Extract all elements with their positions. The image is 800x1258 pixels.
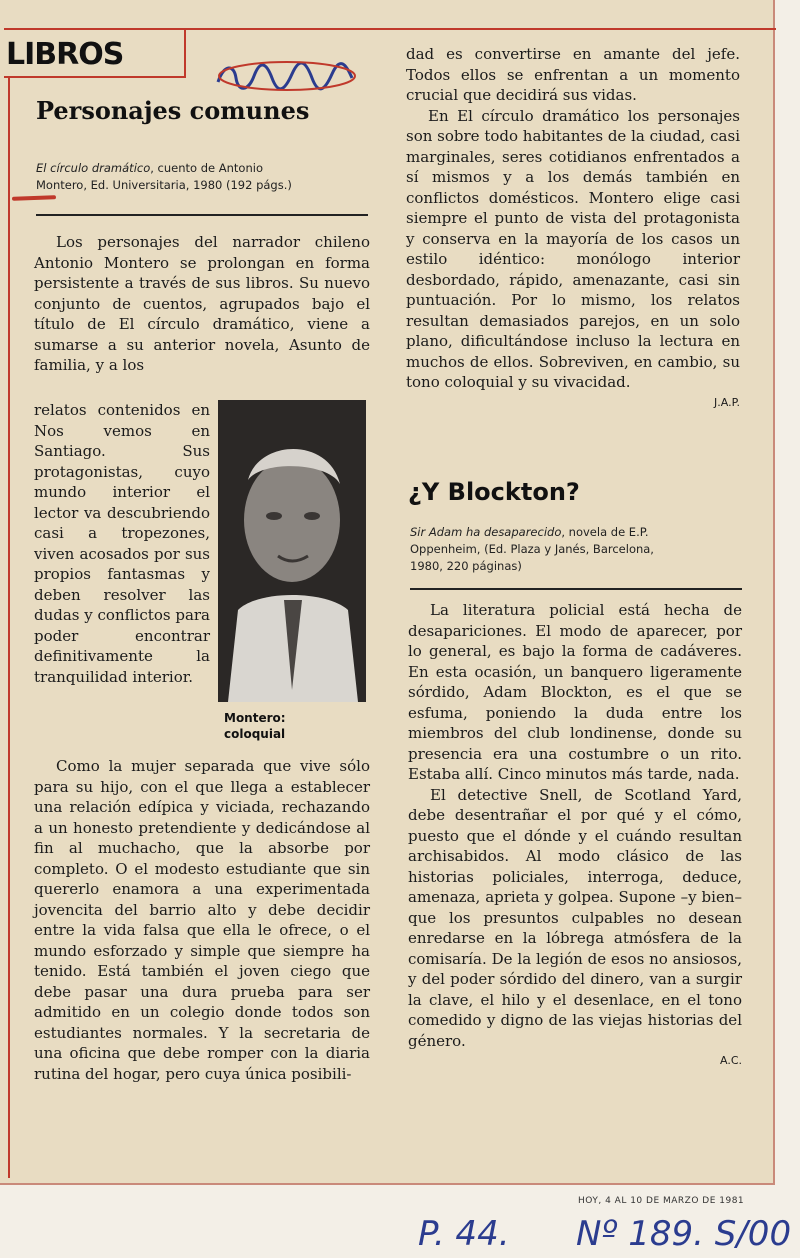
review1-para3-text: En El círculo dramático los personajes son sobre todo habitantes de la ciudad, casi marginales, seres cotidianos enfrentados a sí mismos y a los demás también en conflictos domésticos. Montero elige casi siempre el punto de vista del protagonista y conserva en la mayoría de los casos un estilo idéntico: monólogo interior desbordado, rápido, amenazante, casi sin puntuación. Por lo mismo, los relatos resultan demasiados parejos, en un solo plano, dificultándose incluso la lectura en muchos de ellos. Sobreviven, en cambio, su tono coloquial y su vivacidad. — [406, 106, 740, 391]
review1-paragraph1 — [34, 232, 370, 376]
review1-rule — [36, 214, 368, 216]
review1-para1-cont-text: relatos contenidos en Nos vemos en Santiago. Sus protagonistas, cuyo mundo interior el lector va descubriendo casi a tropezones, viven acosados por sus propios fantasmas y deben resolver las dudas y conflictos para poder encontrar definitivamente la tranquilidad interior. — [34, 401, 210, 686]
author-photo — [218, 400, 366, 702]
review2-details-line2: Oppenheim, (Ed. Plaza y Janés, Barcelona, — [410, 542, 654, 556]
photo-caption — [224, 710, 286, 742]
review1-column2 — [406, 44, 740, 413]
review2-book-title: Sir Adam ha desaparecido — [410, 525, 562, 539]
top-red-rule — [186, 28, 776, 30]
review1-para2-text: Como la mujer separada que vive sólo para su hijo, con el que llega a establecer una relación edípica y viciada, rechazando a un honesto pretendiente y dedicándose al fin al muchacho, que la absorbe por completo. O el modesto estudiante que sin quererlo enamora a una experimentada jovencita del barrio alto y debe decidir entre la vida falsa que ella le ofrece, o el mundo esforzado y simple que siempre ha tenido. Está también el joven ciego que debe pasar una dura prueba para ser admitido en un colegio donde todos son estudiantes normales. Y la secretaria de una oficina que debe romper con la diaria rutina del hogar, pero cuya única posibili- — [34, 757, 370, 1083]
review1-details-line2: Montero, Ed. Universitaria, 1980 (192 págs.) — [36, 178, 292, 192]
handwritten-page: P. 44. — [418, 1214, 510, 1254]
review2-signature: A.C. — [719, 1054, 742, 1067]
review1-paragraph1-continued — [34, 400, 210, 687]
review1-details-line1: , cuento de Antonio — [150, 161, 263, 175]
review2-para2-text: El detective Snell, de Scotland Yard, debe desentrañar el por qué y el cómo, puesto que el dónde y el cuándo resultan archisabidos. Al modo clásico de las historias policiales, interroga, deduce, amenaza, aprieta y golpea. Supone –y bien– que los presuntos culpables no desean enredarse en la lóbrega atmósfera de la comisaría. De la legión de esos no ansiosos, y del poder sórdido del dinero, van a surgir la clave, el hilo y el desenlace, en el tono comedido y digno de las viejas historias del género. — [408, 785, 742, 1050]
handwritten-scribble — [212, 52, 362, 98]
review2-rule — [410, 588, 742, 590]
review1-para2-cont-text: dad es convertirse en amante del jefe. Todos ellos se enfrentan a un momento crucial que decidirá sus vidas. — [406, 45, 740, 104]
publication-date: HOY, 4 AL 10 DE MARZO DE 1981 — [578, 1196, 745, 1206]
review2-details-line1: , novela de E.P. — [561, 525, 649, 539]
photo-caption-line2: coloquial — [224, 727, 286, 741]
review1-signature: J.A.P. — [714, 395, 740, 409]
review1-title: Personajes comunes — [36, 96, 310, 125]
review2-body — [408, 600, 742, 1072]
review1-para1-text: Los personajes del narrador chileno Antonio Montero se prolongan en forma persistente a través de sus libros. Su nuevo conjunto de cuentos, agrupados bajo el título de El círculo dramático, viene a sumarse a su anterior novela, Asunto de familia, y a los — [34, 233, 370, 374]
review2-details-line3: 1980, 220 páginas) — [410, 559, 522, 573]
review1-paragraph2 — [34, 756, 370, 1084]
photo-caption-line1: Montero: — [224, 711, 286, 725]
review2-title: ¿Y Blockton? — [408, 478, 580, 506]
review2-book-info — [410, 524, 744, 575]
review2-para1-text: La literatura policial está hecha de desapariciones. El modo de aparecer, por lo general, es bajo la forma de cadáveres. En esta ocasión, un banquero ligeramente sórdido, Adam Blockton, es el que se esfuma, poniendo la duda entre los miembros del club londinense, donde su presencia era una costumbre o un rito. Estaba allí. Cinco minutos más tarde, nada. — [408, 601, 742, 783]
review1-book-info — [36, 160, 366, 194]
handwritten-number: Nº 189. S/00 — [576, 1214, 792, 1254]
left-red-rule — [8, 78, 10, 1178]
review1-book-title: El círculo dramático — [36, 161, 151, 175]
section-label: LIBROS — [6, 37, 124, 72]
